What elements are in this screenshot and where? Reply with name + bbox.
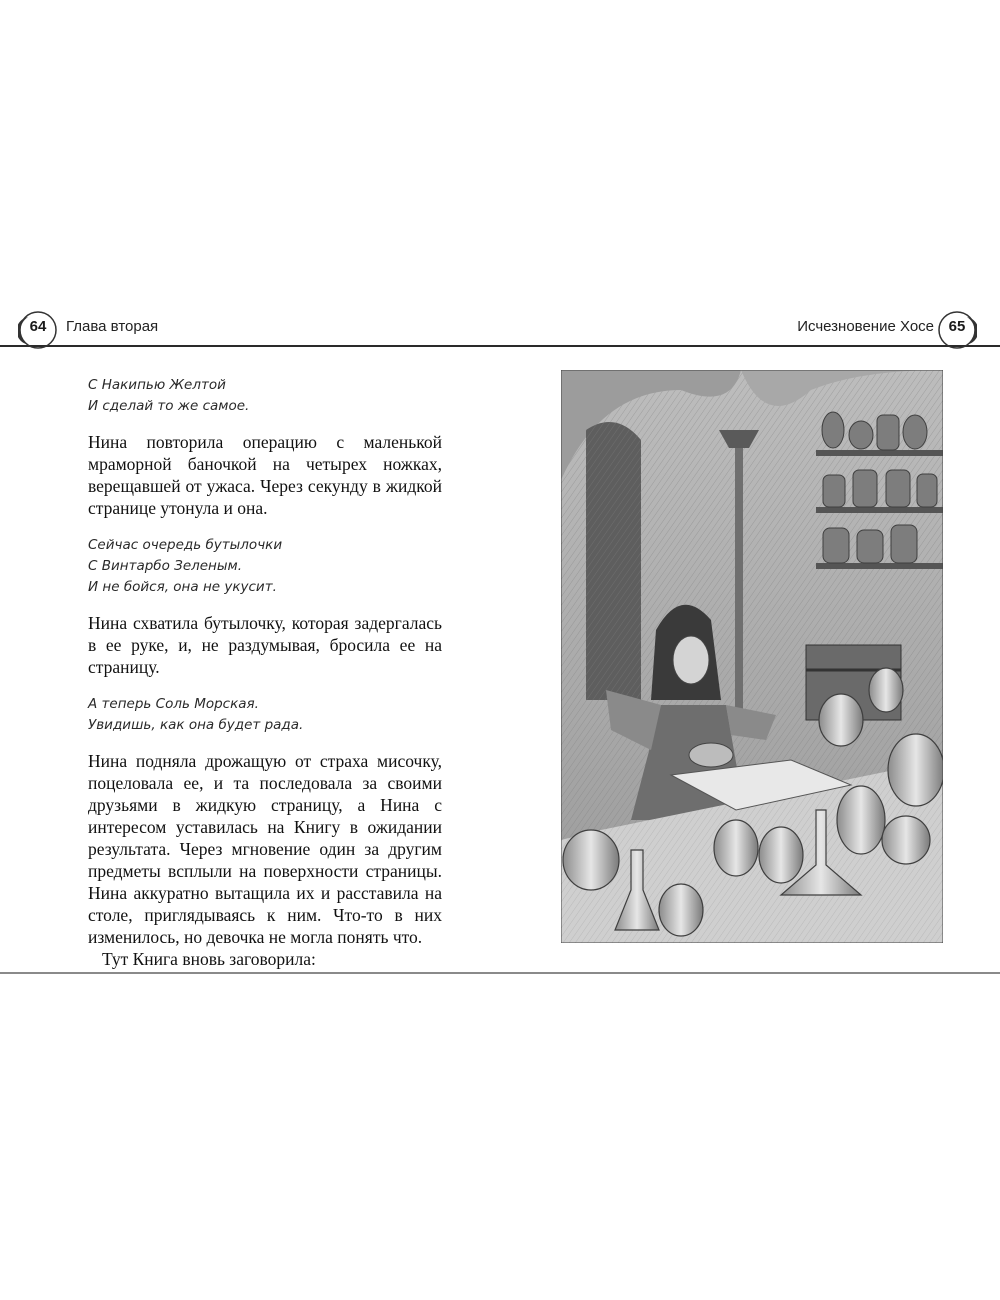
page-number: 64 [29,318,47,335]
page-number: 65 [948,318,966,335]
verse-block [88,535,442,598]
verse-line: С Винтарбо Зеленым. [88,558,243,574]
left-page-text [88,375,442,970]
verse-line: А теперь Соль Морская. [88,696,259,712]
verse-block [88,694,442,736]
header-rule [0,345,1000,347]
paragraph: Нина схватила бутылочку, которая задергалась в ее руке, и, не раздумывая, бросила ее на страницу. [88,613,442,677]
verse-block [88,375,442,417]
running-head-chapter: Глава вторая [66,318,159,335]
verse-line: И не бойся, она не укусит. [88,579,277,595]
verse-line: Сейчас очередь бутылочки [88,537,283,553]
verse-line: Увидишь, как она будет рада. [88,717,304,733]
verse-line: С Накипью Желтой [88,377,226,393]
paragraph: Нина повторила операцию с маленькой мраморной баночкой на четырех ножках, верещавшей от ужаса. Через секунду в жидкой странице утонула и она. [88,432,442,518]
paragraph: Нина подняла дрожащую от страха мисочку, поцеловала ее, и та последовала за своими друзьями в жидкую страницу, а Нина с интересом уставилась на Книгу в ожидании результата. Через мгновение один за другим предметы всплыли на поверхности страницы. Нина аккуратно вытащила их и расставила на столе, приглядываясь к ним. Что-то в них изменилось, но девочка не могла понять что. [88,751,442,947]
illustration-alchemy-lab [561,370,943,943]
page-number-badge-left [18,310,58,350]
page-bottom-rule [0,972,1000,974]
running-head-title: Исчезновение Хосе [797,318,934,335]
paragraph: Тут Книга вновь заговорила: [102,949,316,969]
verse-line: И сделай то же самое. [88,398,250,414]
page-number-badge-right [937,310,977,350]
